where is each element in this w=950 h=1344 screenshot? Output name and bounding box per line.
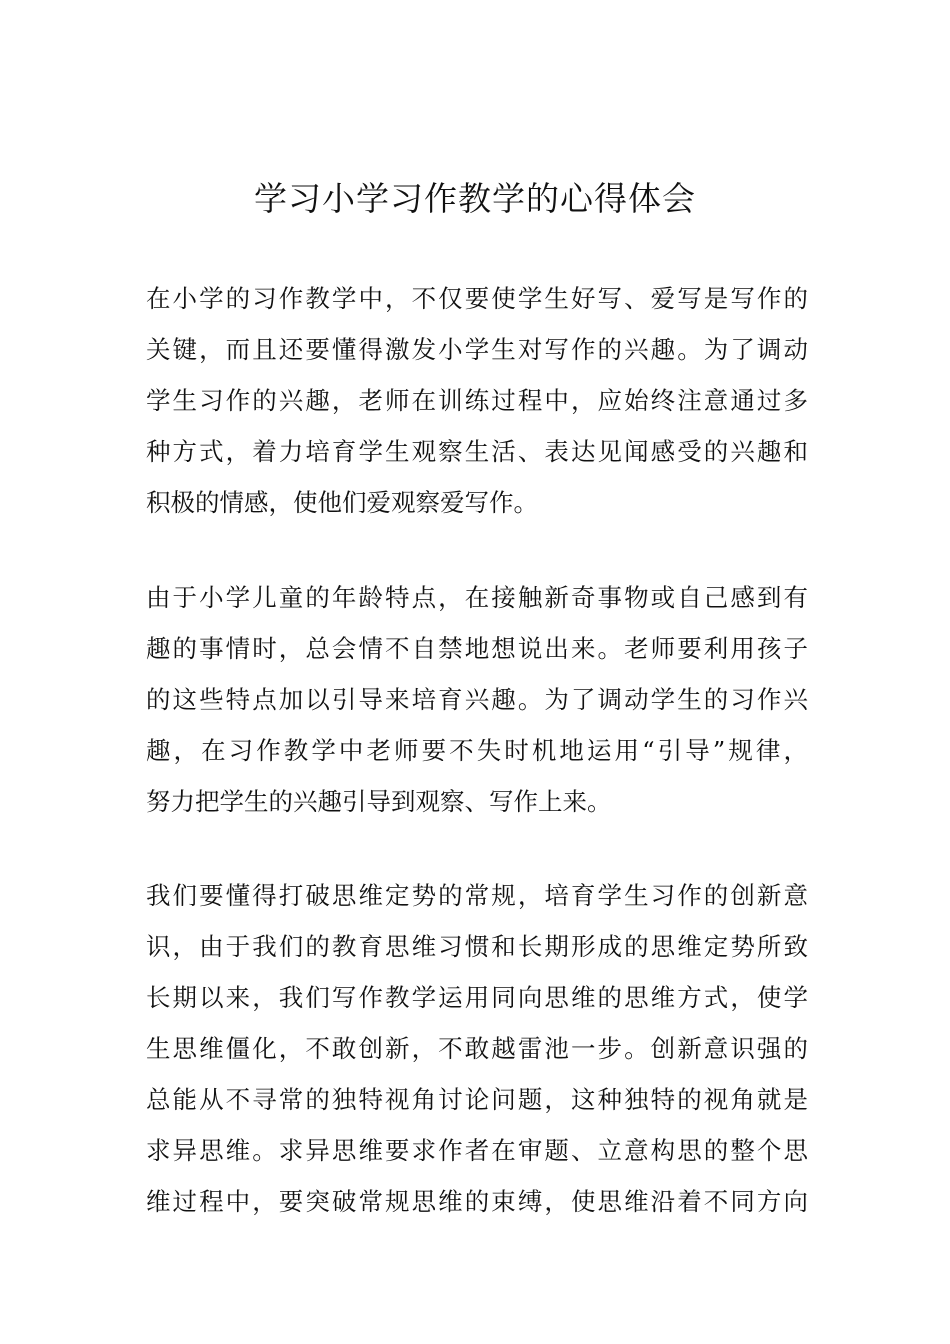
text-line: 种方式，着力培育学生观察生活、表达见闻感受的兴趣和 bbox=[146, 437, 808, 466]
text-line: 识，由于我们的教育思维习惯和长期形成的思维定势所致 bbox=[146, 932, 808, 961]
text-line: 努力把学生的兴趣引导到观察、写作上来。 bbox=[146, 787, 612, 816]
text-line: 在小学的习作教学中，不仅要使学生好写、爱写是写作的 bbox=[146, 284, 808, 313]
text-line: 趣，在习作教学中老师要不失时机地运用“引导”规律， bbox=[146, 736, 808, 765]
document-title: 学习小学习作教学的心得体会 bbox=[254, 179, 696, 218]
text-line: 积极的情感，使他们爱观察爱写作。 bbox=[146, 488, 538, 517]
text-line: 趣的事情时，总会情不自禁地想说出来。老师要利用孩子 bbox=[146, 634, 808, 663]
paragraph-1 bbox=[146, 273, 808, 528]
paragraph-2 bbox=[146, 572, 808, 827]
text-line: 维过程中，要突破常规思维的束缚，使思维沿着不同方向 bbox=[146, 1187, 808, 1216]
text-line: 关键，而且还要懂得激发小学生对写作的兴趣。为了调动 bbox=[146, 335, 808, 364]
text-line: 求异思维。求异思维要求作者在审题、立意构思的整个思 bbox=[146, 1136, 808, 1165]
paragraph-3 bbox=[146, 870, 808, 1227]
text-line: 生思维僵化，不敢创新，不敢越雷池一步。创新意识强的 bbox=[146, 1034, 808, 1063]
text-line: 我们要懂得打破思维定势的常规，培育学生习作的创新意 bbox=[146, 881, 808, 910]
text-line: 总能从不寻常的独特视角讨论问题，这种独特的视角就是 bbox=[146, 1085, 808, 1114]
text-line: 长期以来，我们写作教学运用同向思维的思维方式，使学 bbox=[146, 983, 808, 1012]
text-line: 的这些特点加以引导来培育兴趣。为了调动学生的习作兴 bbox=[146, 685, 808, 714]
text-line: 由于小学儿童的年龄特点，在接触新奇事物或自己感到有 bbox=[146, 583, 808, 612]
text-line: 学生习作的兴趣，老师在训练过程中，应始终注意通过多 bbox=[146, 386, 808, 415]
